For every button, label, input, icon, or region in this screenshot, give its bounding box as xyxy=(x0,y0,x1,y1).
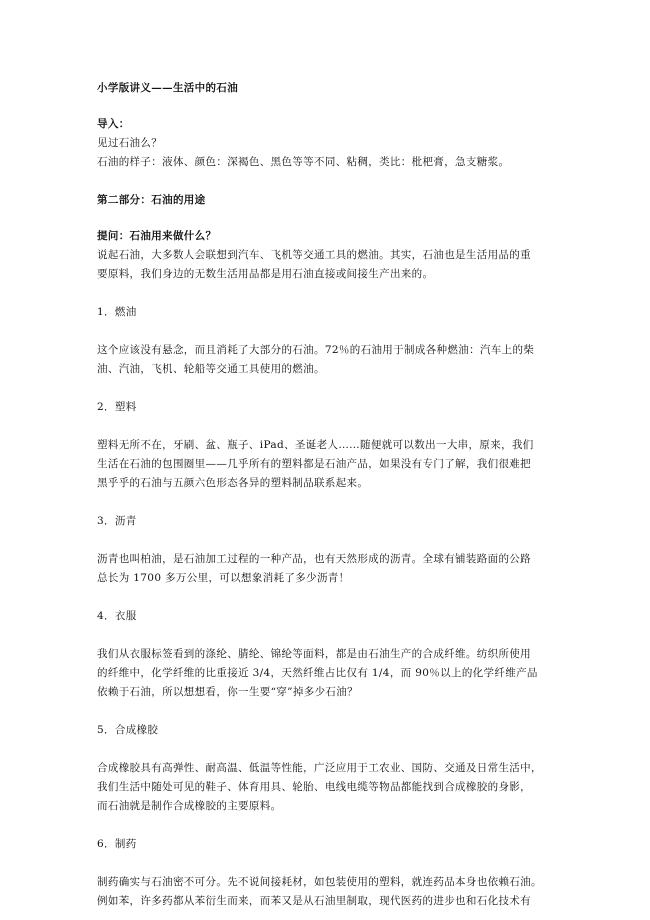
section-line: 的纤维中，化学纤维的比重接近 3/4，天然纤维占比仅有 1/4，而 90％以上的化学纤维产品 xyxy=(97,667,538,679)
part-two-line: 说起石油，大多数人会联想到汽车、飞机等交通工具的燃油。其实，石油也是生活用品的重 xyxy=(97,249,531,261)
section-plastic xyxy=(97,398,559,493)
section-rubber xyxy=(97,721,559,816)
section-line: 例如苯，许多药都从苯衍生而来，而苯又是从石油里制取，现代医药的进步也和石化技术有 xyxy=(97,895,531,907)
section-heading: 6．制药 xyxy=(97,838,137,850)
section-line: 依赖于石油，所以想想看，你一生要“穿”掉多少石油？ xyxy=(97,686,358,698)
section-heading: 3．沥青 xyxy=(97,515,137,527)
section-line: 我们从衣服标签看到的涤纶、腈纶、锦纶等面料，都是由石油生产的合成纤维。纺织所使用 xyxy=(97,648,531,660)
part-two-line: 要原料，我们身边的无数生活用品都是用石油直接或间接生产出来的。 xyxy=(97,268,434,280)
section-line: 合成橡胶具有高弹性、耐高温、低温等性能，广泛应用于工农业、国防、交通及日常生活中， xyxy=(97,762,542,774)
intro-description: 石油的样子：液体、颜色：深褐色、黑色等等不同、粘稠，类比：枇杷膏，急支糖浆。 xyxy=(97,156,510,168)
document-content xyxy=(97,79,559,911)
document-title: 小学版讲义——生活中的石油 xyxy=(97,82,239,94)
section-heading: 2．塑料 xyxy=(97,401,137,413)
section-heading: 1．燃油 xyxy=(97,306,137,318)
part-two-heading: 第二部分：石油的用途 xyxy=(97,194,206,206)
section-heading: 5．合成橡胶 xyxy=(97,724,159,736)
intro-section xyxy=(97,115,559,172)
section-heading: 4．衣服 xyxy=(97,610,137,622)
section-line: 生活在石油的包围圈里——几乎所有的塑料都是石油产品，如果没有专门了解，我们很难把 xyxy=(97,458,531,470)
section-clothing xyxy=(97,607,559,702)
section-line: 总长为 1700 多万公里，可以想象消耗了多少沥青！ xyxy=(97,572,350,584)
section-line: 制药确实与石油密不可分。先不说间接耗材，如包装使用的塑料，就连药品本身也依赖石油。 xyxy=(97,876,542,888)
section-line: 塑料无所不在，牙刷、盆、瓶子、iPad、圣诞老人……随便就可以数出一大串，原来，我们 xyxy=(97,439,534,451)
section-line: 我们生活中随处可见的鞋子、体育用具、轮胎、电线电缆等物品都能找到合成橡胶的身影， xyxy=(97,781,531,793)
intro-question: 见过石油么？ xyxy=(97,137,163,149)
section-line: 油、汽油，飞机、轮船等交通工具使用的燃油。 xyxy=(97,363,325,375)
section-line: 黑乎乎的石油与五颜六色形态各异的塑料制品联系起来。 xyxy=(97,477,369,489)
section-asphalt xyxy=(97,512,559,588)
section-fuel xyxy=(97,303,559,379)
section-line: 而石油就是制作合成橡胶的主要原料。 xyxy=(97,800,282,812)
section-line: 这个应该没有悬念，而且消耗了大部分的石油。72％的石油用于制成各种燃油：汽车上的柴 xyxy=(97,344,535,356)
section-pharma xyxy=(97,835,559,911)
part-two-question: 提问：石油用来做什么？ xyxy=(97,230,217,242)
section-line: 沥青也叫柏油，是石油加工过程的一种产品，也有天然形成的沥青。全球有铺装路面的公路 xyxy=(97,553,531,565)
intro-heading: 导入： xyxy=(97,118,130,130)
part-two-section xyxy=(97,191,559,284)
